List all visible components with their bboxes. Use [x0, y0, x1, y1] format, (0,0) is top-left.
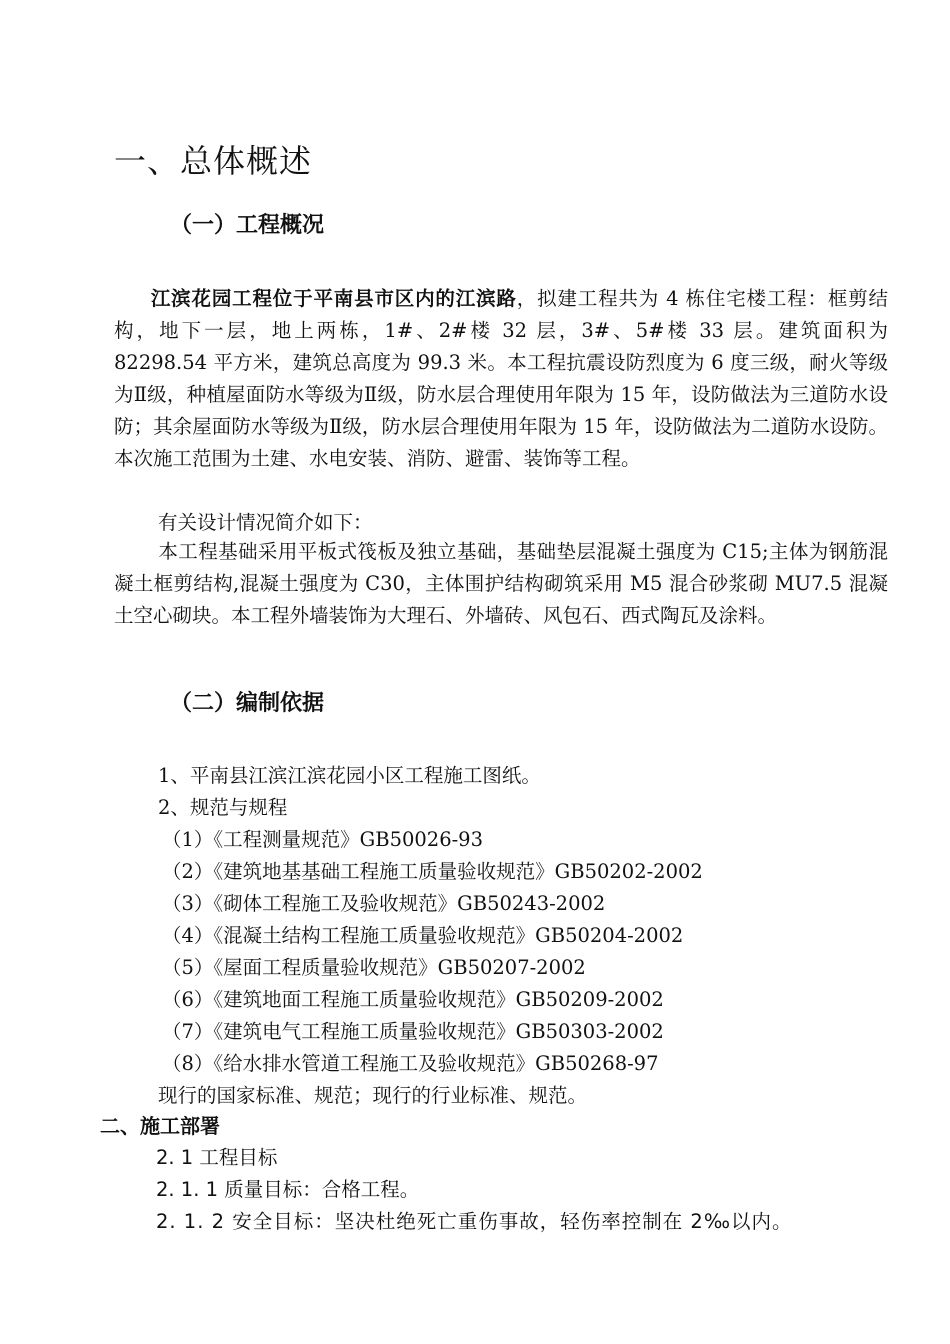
overview-paragraph — [114, 283, 888, 475]
overview-body: ，拟建工程共为 4 栋住宅楼工程：框剪结构，地下一层，地上两栋，1#、2#楼 32 层，3#、5#楼 33 层。建筑面积为 82298.54 平方米，建筑总高度为 99.3 米。本工程抗震设防烈度为 6 度三级，耐火等级为Ⅱ级，种植屋面防水等级为Ⅱ级，防水层合理使用年限为 15 年，设防做法为三道防水设防；其余屋面防水等级为Ⅱ级，防水层合理使用年限为 15 年，设防做法为二道防水设防。本次施工范围为土建、水电安装、消防、避雷、装饰等工程。 — [114, 287, 888, 470]
chapter-heading-deployment: 二、施工部署 — [100, 1114, 220, 1138]
standard-item: （1）《工程测量规范》GB50026-93 — [162, 828, 483, 851]
standard-item: （7）《建筑电气工程施工质量验收规范》GB50303-2002 — [162, 1020, 664, 1043]
section-title-basis: （二）编制依据 — [170, 691, 325, 716]
basis-item-drawings: 1、平南县江滨江滨花园小区工程施工图纸。 — [158, 764, 541, 787]
basis-closing: 现行的国家标准、规范；现行的行业标准、规范。 — [158, 1084, 588, 1107]
standard-item: （8）《给水排水管道工程施工及验收规范》GB50268-97 — [162, 1052, 659, 1075]
goal-heading: 2. 1 工程目标 — [156, 1146, 278, 1169]
section-title-overview: （一）工程概况 — [170, 213, 325, 238]
standard-item: （5）《屋面工程质量验收规范》GB50207-2002 — [162, 956, 586, 979]
design-paragraph: 本工程基础采用平板式筏板及独立基础，基础垫层混凝土强度为 C15;主体为钢筋混凝土框剪结构,混凝土强度为 C30，主体围护结构砌筑采用 M5 混合砂浆砌 MU7.5 混凝土空心砌块。本工程外墙装饰为大理石、外墙砖、风包石、西式陶瓦及涂料。 — [114, 540, 888, 627]
basis-item-standards: 2、规范与规程 — [158, 796, 288, 819]
safety-goal: 2. 1. 2 安全目标：坚决杜绝死亡重伤事故，轻伤率控制在 2‰以内。 — [156, 1210, 793, 1233]
design-intro: 有关设计情况简介如下： — [158, 511, 373, 534]
standard-item: （4）《混凝土结构工程施工质量验收规范》GB50204-2002 — [162, 924, 684, 947]
standard-item: （6）《建筑地面工程施工质量验收规范》GB50209-2002 — [162, 988, 664, 1011]
standard-item: （2）《建筑地基基础工程施工质量验收规范》GB50202-2002 — [162, 860, 703, 883]
quality-goal: 2. 1. 1 质量目标：合格工程。 — [156, 1178, 420, 1201]
standard-item: （3）《砌体工程施工及验收规范》GB50243-2002 — [162, 892, 606, 915]
chapter-heading: 一、总体概述 — [114, 142, 313, 180]
overview-lead: 江滨花园工程位于平南县市区内的江滨路 — [150, 287, 517, 310]
